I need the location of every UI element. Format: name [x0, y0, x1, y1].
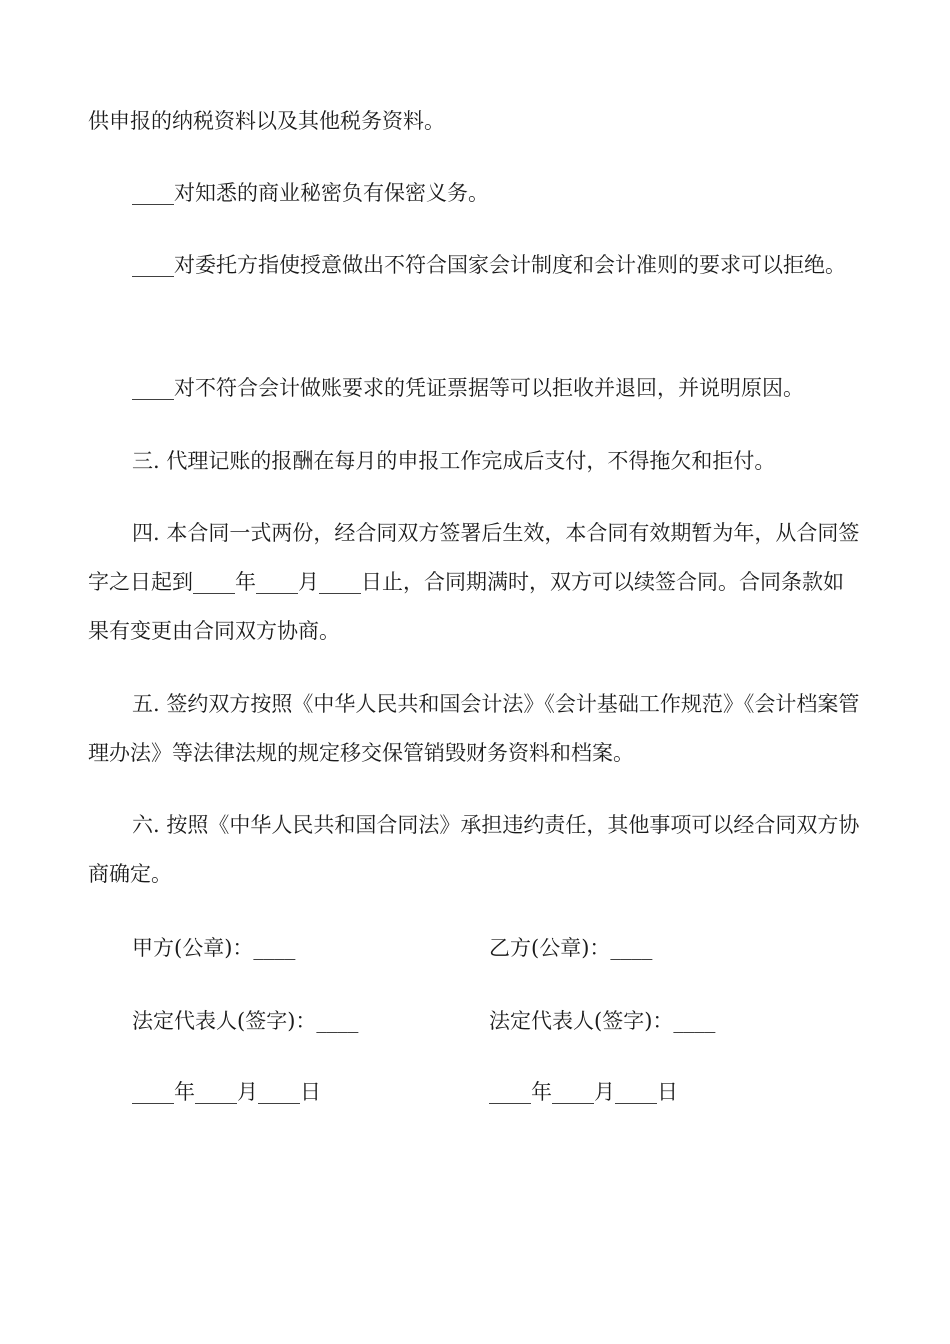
paragraph-confidentiality: ____对知悉的商业秘密负有保密义务。 [132, 181, 489, 205]
party-a-date-field: ____年____月____日 [132, 1080, 321, 1104]
paragraph-tax-materials: 供申报的纳税资料以及其他税务资料。 [88, 109, 445, 133]
party-b-representative-field: 法定代表人(签字)：____ [489, 1009, 716, 1033]
party-b-seal-field: 乙方(公章)：____ [489, 936, 653, 960]
clause-four-term: 四. 本合同一式两份，经合同双方签署后生效，本合同有效期暂为年，从合同签字之日起到____年____月____日止，合同期满时，双方可以续签合同。合同条款如果有变更由合同双方协商。 [88, 521, 860, 643]
party-b-date-field: ____年____月____日 [489, 1080, 678, 1104]
clause-five-archives: 五. 签约双方按照《中华人民共和国会计法》《会计基础工作规范》《会计档案管理办法》等法律法规的规定移交保管销毁财务资料和档案。 [88, 692, 860, 765]
clause-six-liability: 六. 按照《中华人民共和国合同法》承担违约责任，其他事项可以经合同双方协商确定。 [88, 813, 860, 886]
paragraph-refuse-instructions: ____对委托方指使授意做出不符合国家会计制度和会计准则的要求可以拒绝。 [132, 253, 846, 277]
party-a-seal-field: 甲方(公章)：____ [132, 936, 296, 960]
party-a-representative-field: 法定代表人(签字)：____ [132, 1009, 359, 1033]
clause-three-payment: 三. 代理记账的报酬在每月的申报工作完成后支付，不得拖欠和拒付。 [132, 449, 776, 473]
paragraph-refuse-vouchers: ____对不符合会计做账要求的凭证票据等可以拒收并退回，并说明原因。 [132, 376, 804, 400]
